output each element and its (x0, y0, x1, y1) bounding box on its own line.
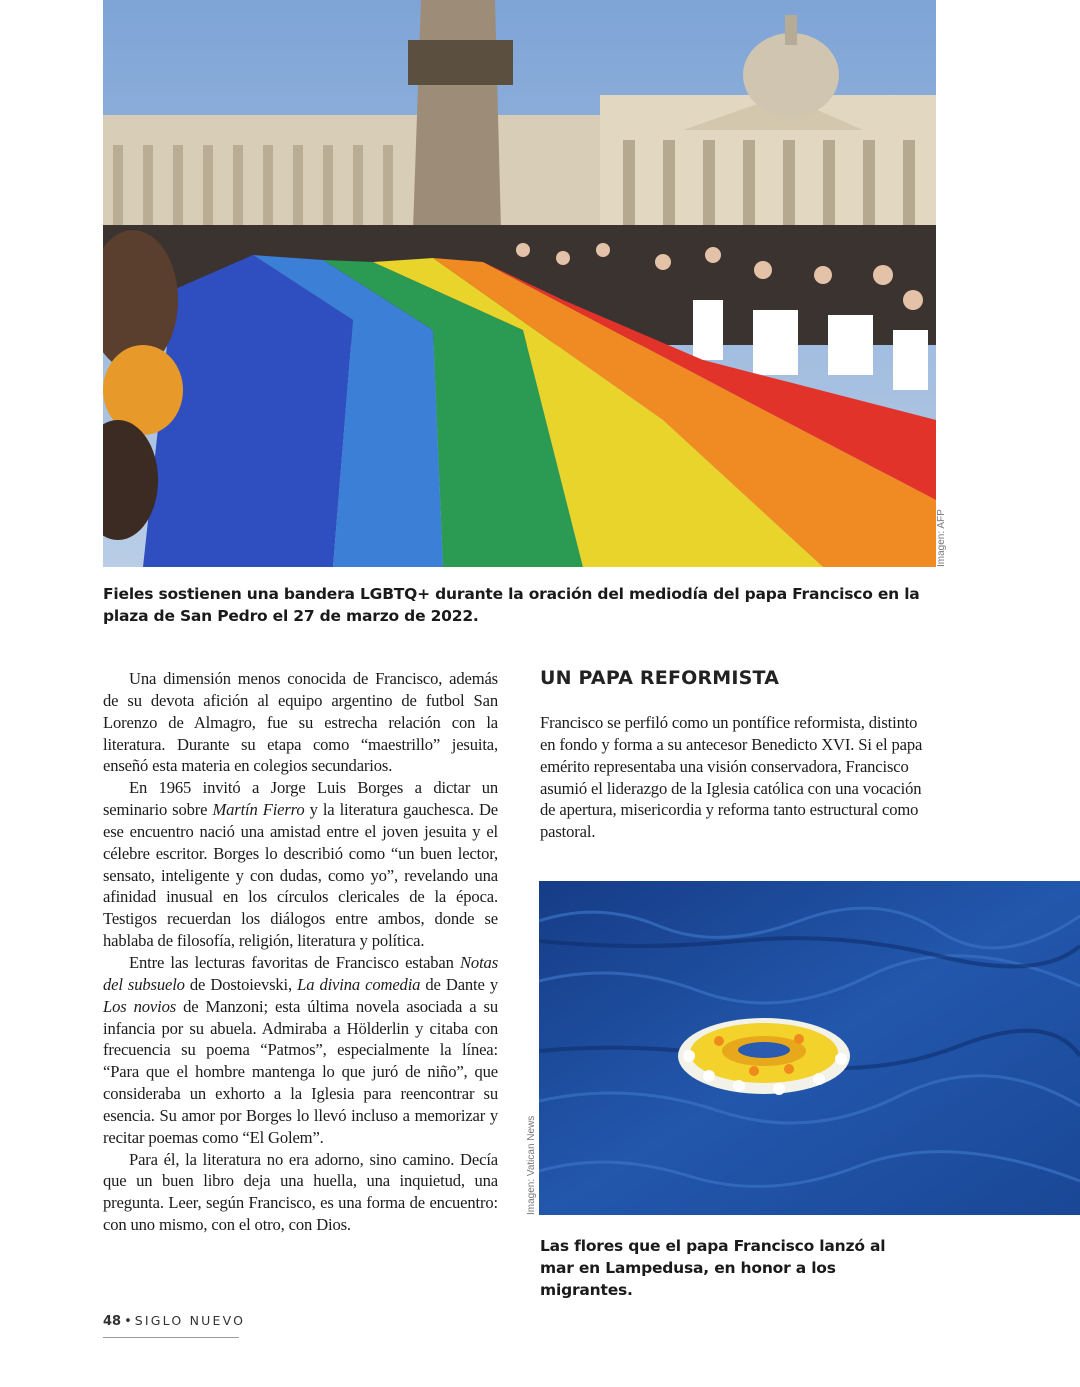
top-photo-credit: Imagen: AFP (936, 509, 947, 567)
book-title: Notas del subsuelo (103, 952, 498, 994)
sea-wreath-illustration (539, 881, 1080, 1215)
book-title: Martín Fierro (212, 800, 305, 820)
book-title: Los novios (103, 996, 177, 1016)
text-run: Para él, la literatura no era adorno, sino camino. Decía que un buen libro deja una huella, una inquietud, una pregunta. Leer, según Francisco, es una forma de encuentro: con uno mismo, con el otro, con Dios. (103, 1149, 498, 1235)
body-paragraph (103, 668, 498, 777)
body-paragraph (103, 777, 498, 952)
text-run: y la literatura gauchesca. De ese encuentro nació una amistad entre el joven jesuita y el célebre escritor. Borges lo describió como “un buen lector, sensato, inteligente y con dudas, como yo”, revelando una afinidad inusual en los círculos clericales de la época. Testigos recuerdan los diálogos entre ambos, donde se hablaba de filosofía, religión, literatura y política. (103, 800, 498, 951)
footer-separator: • (124, 1314, 132, 1329)
text-run: En 1965 invitó a Jorge Luis Borges a dictar un seminario sobre (103, 778, 498, 820)
left-column-body (103, 668, 498, 1236)
sea-photo-caption: Las flores que el papa Francisco lanzó al mar en Lampedusa, en honor a los migrantes. (540, 1237, 886, 1299)
reformist-paragraph: Francisco se perfiló como un pontífice reformista, distinto en fondo y forma a su antecesor Benedicto XVI. Si el papa emérito representaba una visión conservadora, Francisco asumió el liderazgo de la Iglesia católica con una vocación de apertura, misericordia y reforma tanto estructural como pastoral. (540, 713, 923, 842)
sea-photo-credit: Imagen: Vatican News (526, 1115, 537, 1215)
sea-photo (539, 881, 1080, 1215)
page-footer (103, 1313, 246, 1338)
text-run: Una dimensión menos conocida de Francisco, además de su devota afición al equipo argentino de futbol San Lorenzo de Almagro, fue su estrecha relación con la literatura. Durante su etapa como “maestrillo” jesuita, enseñó esta materia en colegios secundarios. (103, 669, 498, 776)
book-title: La divina comedia (297, 974, 421, 994)
magazine-name: SIGLO NUEVO (134, 1313, 246, 1328)
text-run: de Dante y (420, 974, 498, 994)
text-run: de Dostoievski, (184, 974, 298, 994)
text-run: Entre las lecturas favoritas de Francisco estaban (129, 952, 461, 972)
body-paragraph (103, 952, 498, 1149)
top-photo (103, 0, 936, 567)
rainbow-flag-scene-illustration (103, 0, 936, 567)
right-column-body (540, 712, 935, 843)
body-paragraph (103, 1149, 498, 1236)
section-heading: UN PAPA REFORMISTA (540, 667, 780, 689)
text-run: de Manzoni; esta última novela asociada a su infancia por su abuela. Admiraba a Hölderlin y citaba con frecuencia su poema “Patmos”, especialmente la línea: “Para que el hombre mantenga lo que juró de niño”, que consideraba un exhorto a la Iglesia para reencontrar su esencia. Su amor por Borges lo llevó incluso a memorizar y recitar poemas como “El Golem”. (103, 996, 498, 1147)
top-photo-caption: Fieles sostienen una bandera LGBTQ+ durante la oración del mediodía del papa Francisco en la plaza de San Pedro el 27 de marzo de 2022. (103, 585, 920, 625)
page-number: 48 (103, 1314, 122, 1329)
